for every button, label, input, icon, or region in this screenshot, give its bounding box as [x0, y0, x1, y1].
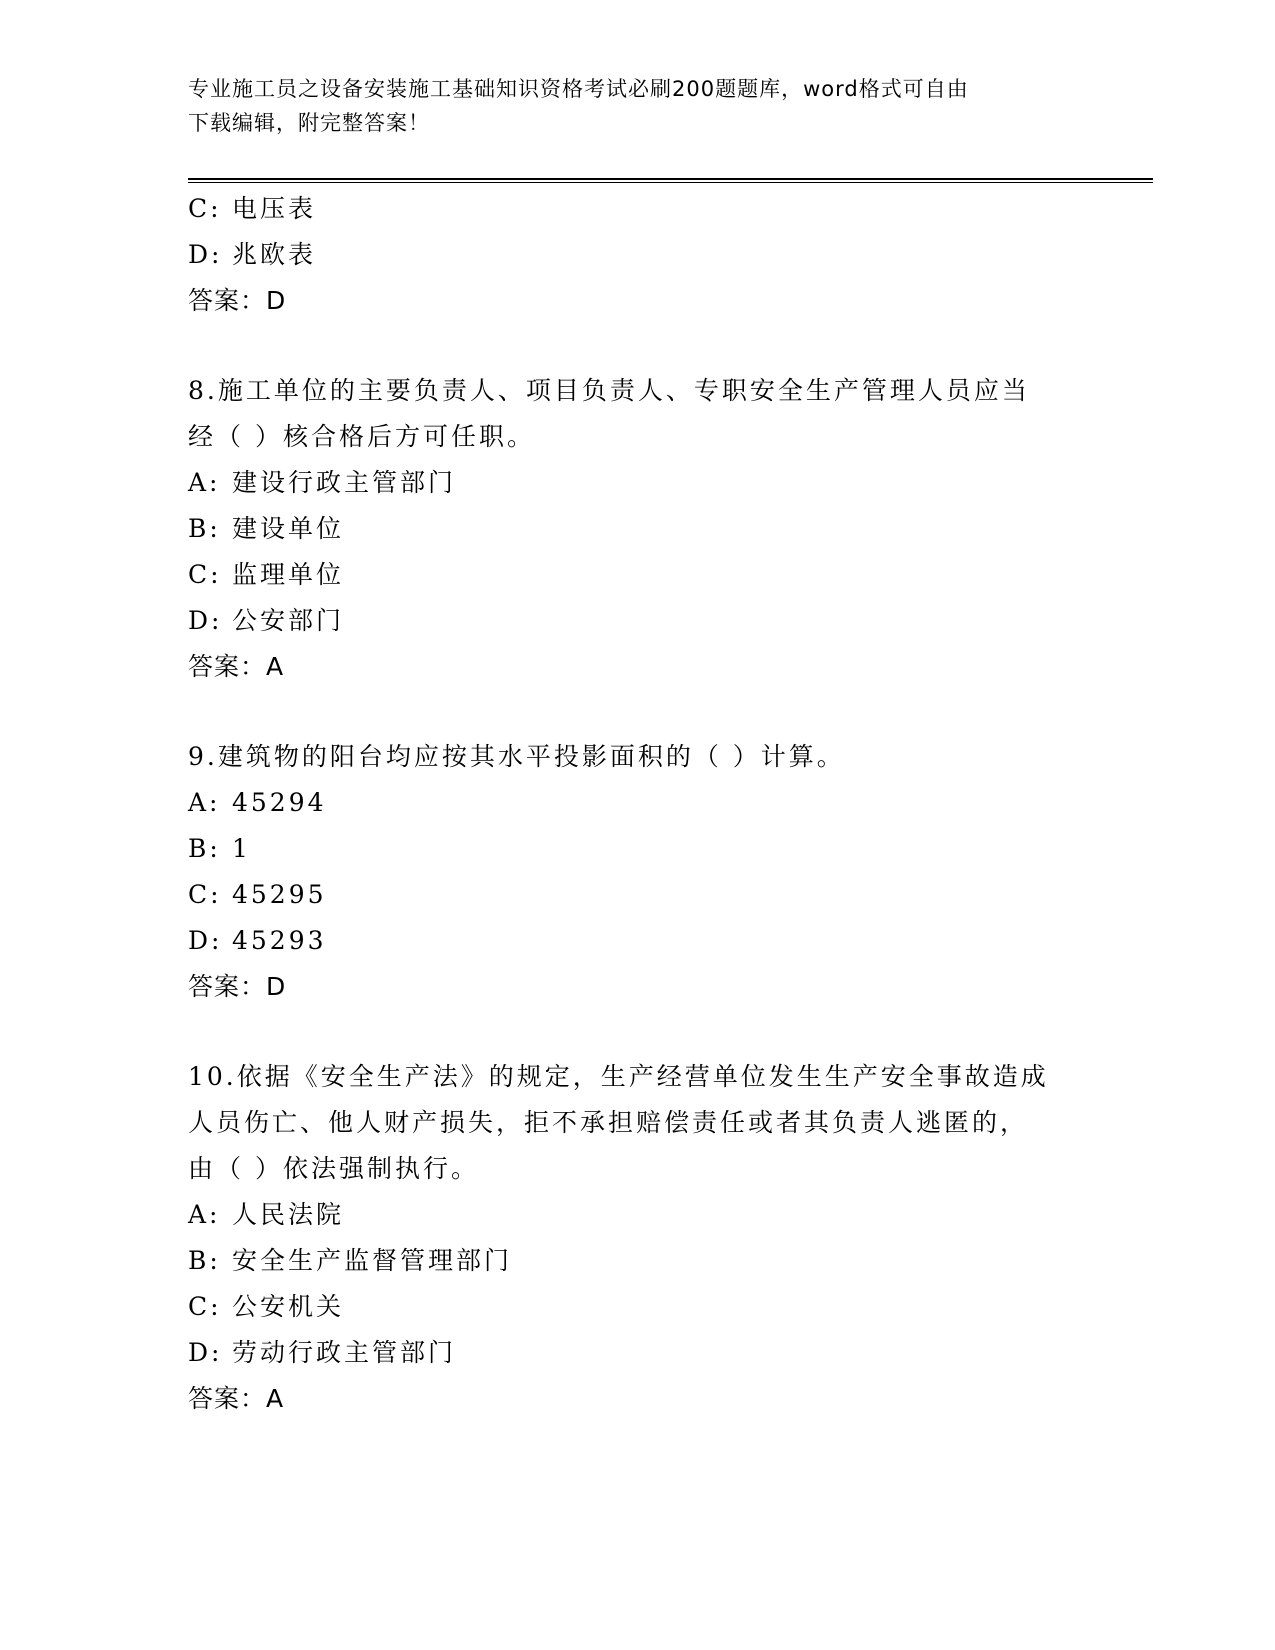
- answer-line: 答案：A: [188, 652, 285, 681]
- option-b: [188, 1238, 1088, 1284]
- option-key: D:: [188, 606, 223, 635]
- option-text: 45294: [232, 788, 327, 817]
- question-stem-line: 10.依据《安全生产法》的规定，生产经营单位发生生产安全事故造成: [188, 1062, 1049, 1091]
- option-c: [188, 552, 1088, 598]
- option-text: 安全生产监督管理部门: [232, 1246, 513, 1275]
- option-text: 45295: [232, 880, 327, 909]
- option-key: C:: [188, 560, 222, 589]
- option-key: C:: [188, 194, 222, 223]
- question-list: [188, 186, 1088, 1422]
- option-d: [188, 918, 1088, 964]
- question-stem-line: 经（ ）核合格后方可任职。: [188, 422, 535, 451]
- header-title-line-1: 专业施工员之设备安装施工基础知识资格考试必刷200题题库，word格式可自由: [188, 77, 969, 101]
- option-text: 公安部门: [232, 606, 345, 635]
- option-key: D:: [188, 926, 223, 955]
- option-text: 公安机关: [232, 1292, 345, 1321]
- option-key: A:: [188, 1200, 221, 1229]
- option-text: 建设行政主管部门: [232, 468, 457, 497]
- option-a: [188, 780, 1088, 826]
- option-text: 1: [232, 834, 251, 863]
- option-c: [188, 186, 1088, 232]
- answer-line: 答案：D: [188, 972, 287, 1001]
- option-text: 电压表: [232, 194, 317, 223]
- option-b: [188, 826, 1088, 872]
- option-text: 45293: [232, 926, 327, 955]
- option-text: 建设单位: [232, 514, 345, 543]
- option-key: B:: [188, 1246, 221, 1275]
- option-c: [188, 1284, 1088, 1330]
- question-10: [188, 1054, 1088, 1422]
- header-divider: [188, 178, 1153, 183]
- question-8: [188, 368, 1088, 690]
- option-a: [188, 460, 1088, 506]
- option-text: 兆欧表: [232, 240, 317, 269]
- question-stem-line: 由（ ）依法强制执行。: [188, 1154, 479, 1183]
- question-9: [188, 734, 1088, 1010]
- page-header: [188, 72, 1068, 140]
- header-title-line-2: 下载编辑，附完整答案！: [188, 111, 430, 135]
- option-key: A:: [188, 788, 221, 817]
- option-key: D:: [188, 1338, 223, 1367]
- question-stem-line: 人员伤亡、他人财产损失，拒不承担赔偿责任或者其负责人逃匿的，: [188, 1108, 1029, 1137]
- option-b: [188, 506, 1088, 552]
- answer-line: 答案：D: [188, 286, 287, 315]
- question-stem-line: 9.建筑物的阳台均应按其水平投影面积的（ ）计算。: [188, 742, 845, 771]
- question-stem-line: 8.施工单位的主要负责人、项目负责人、专职安全生产管理人员应当: [188, 376, 1030, 405]
- option-key: B:: [188, 834, 221, 863]
- answer-line: 答案：A: [188, 1384, 285, 1413]
- option-text: 人民法院: [232, 1200, 345, 1229]
- previous-question-tail: [188, 186, 1088, 324]
- option-a: [188, 1192, 1088, 1238]
- option-key: B:: [188, 514, 221, 543]
- option-text: 监理单位: [232, 560, 345, 589]
- option-key: D:: [188, 240, 223, 269]
- option-d: [188, 1330, 1088, 1376]
- option-c: [188, 872, 1088, 918]
- option-d: [188, 598, 1088, 644]
- option-key: C:: [188, 880, 222, 909]
- option-key: A:: [188, 468, 221, 497]
- option-key: C:: [188, 1292, 222, 1321]
- option-text: 劳动行政主管部门: [232, 1338, 457, 1367]
- option-d: [188, 232, 1088, 278]
